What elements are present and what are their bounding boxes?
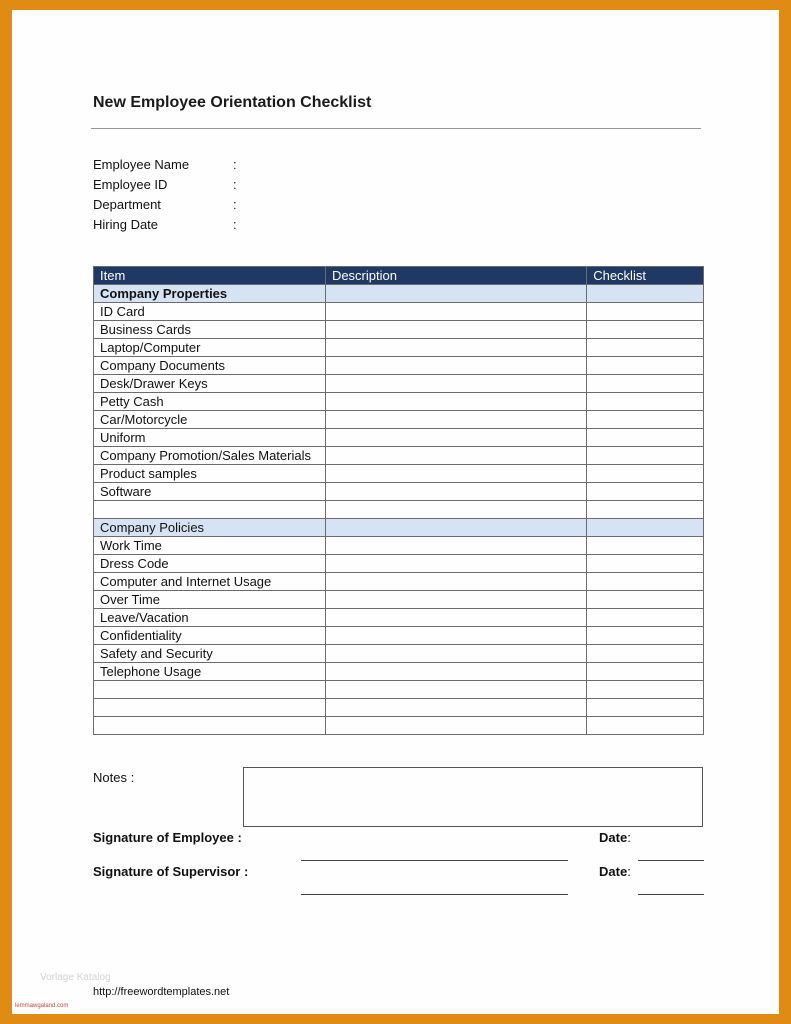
- date-supervisor-line[interactable]: [638, 894, 704, 895]
- table-row: [94, 555, 704, 573]
- employee-info: [93, 155, 393, 235]
- table-row: [94, 537, 704, 555]
- cell-item: Software: [94, 483, 326, 501]
- cell-description[interactable]: [325, 429, 586, 447]
- cell-checklist[interactable]: [587, 609, 704, 627]
- cell-description[interactable]: [325, 573, 586, 591]
- cell-description[interactable]: [325, 357, 586, 375]
- cell-item: Laptop/Computer: [94, 339, 326, 357]
- cell-description[interactable]: [325, 411, 586, 429]
- signature-employee-line[interactable]: [301, 860, 568, 861]
- cell-checklist[interactable]: [587, 465, 704, 483]
- cell-item: [94, 699, 326, 717]
- cell-item: Computer and Internet Usage: [94, 573, 326, 591]
- cell-item: Business Cards: [94, 321, 326, 339]
- table-body: [94, 285, 704, 735]
- cell-checklist[interactable]: [587, 375, 704, 393]
- table-row: [94, 645, 704, 663]
- table-row: [94, 591, 704, 609]
- cell-checklist[interactable]: [587, 681, 704, 699]
- info-label: Hiring Date: [93, 217, 159, 232]
- cell-description[interactable]: [325, 447, 586, 465]
- cell-item: Work Time: [94, 537, 326, 555]
- checklist-table: [93, 266, 704, 735]
- info-row-hiring-date: [93, 215, 393, 235]
- info-label: Employee Name: [93, 157, 190, 172]
- table-row: [94, 429, 704, 447]
- cell-checklist[interactable]: [587, 447, 704, 465]
- cell-checklist[interactable]: [587, 555, 704, 573]
- cell-checklist[interactable]: [587, 645, 704, 663]
- cell-item: [94, 681, 326, 699]
- info-row-department: [93, 195, 393, 215]
- cell-description[interactable]: [325, 321, 586, 339]
- table-row: [94, 411, 704, 429]
- cell-checklist[interactable]: [587, 321, 704, 339]
- table-row: [94, 321, 704, 339]
- date-supervisor-label: Date:: [599, 864, 631, 879]
- table-row: [94, 663, 704, 681]
- cell-checklist[interactable]: [587, 357, 704, 375]
- cell-item: Telephone Usage: [94, 663, 326, 681]
- cell-description[interactable]: [325, 591, 586, 609]
- info-row-employee-name: [93, 155, 393, 175]
- cell-item: Leave/Vacation: [94, 609, 326, 627]
- table-row: [94, 681, 704, 699]
- table-header-row: [94, 267, 704, 285]
- notes-label: Notes :: [93, 770, 135, 785]
- cell-checklist[interactable]: [587, 411, 704, 429]
- cell-checklist[interactable]: [587, 303, 704, 321]
- table-section-row: [94, 285, 704, 303]
- cell-checklist[interactable]: [587, 699, 704, 717]
- title-divider: [91, 128, 701, 129]
- cell-description[interactable]: [325, 645, 586, 663]
- table-row: [94, 609, 704, 627]
- cell-description[interactable]: [325, 537, 586, 555]
- table-row: [94, 501, 704, 519]
- info-colon: :: [233, 197, 237, 212]
- cell-item: [94, 501, 326, 519]
- table-row: [94, 303, 704, 321]
- cell-description[interactable]: [325, 393, 586, 411]
- cell-item: ID Card: [94, 303, 326, 321]
- cell-checklist[interactable]: [587, 429, 704, 447]
- date-employee-label: Date:: [599, 830, 631, 845]
- cell-checklist[interactable]: [587, 501, 704, 519]
- watermark-text: Vorlage Katalog: [40, 972, 111, 983]
- table-row: [94, 483, 704, 501]
- table-section-row: [94, 519, 704, 537]
- cell-description[interactable]: [325, 339, 586, 357]
- table-row: [94, 339, 704, 357]
- cell-description[interactable]: [325, 519, 586, 537]
- cell-item: Dress Code: [94, 555, 326, 573]
- cell-description[interactable]: [325, 303, 586, 321]
- info-colon: :: [233, 217, 237, 232]
- cell-item: Company Properties: [94, 285, 326, 303]
- page-title: New Employee Orientation Checklist: [93, 94, 372, 111]
- signature-supervisor-label: Signature of Supervisor :: [93, 864, 249, 879]
- header-checklist: Checklist: [587, 267, 704, 285]
- info-colon: :: [233, 177, 237, 192]
- cell-item: Safety and Security: [94, 645, 326, 663]
- cell-description[interactable]: [325, 663, 586, 681]
- watermark-small-text: lemmawgaland.com: [15, 1003, 69, 1009]
- cell-checklist[interactable]: [587, 519, 704, 537]
- cell-item: Company Policies: [94, 519, 326, 537]
- cell-checklist[interactable]: [587, 627, 704, 645]
- info-colon: :: [233, 157, 237, 172]
- cell-description[interactable]: [325, 609, 586, 627]
- cell-checklist[interactable]: [587, 717, 704, 735]
- cell-description[interactable]: [325, 501, 586, 519]
- cell-description[interactable]: [325, 465, 586, 483]
- cell-description[interactable]: [325, 555, 586, 573]
- cell-item: Car/Motorcycle: [94, 411, 326, 429]
- info-label: Department: [93, 197, 161, 212]
- cell-checklist[interactable]: [587, 483, 704, 501]
- cell-checklist[interactable]: [587, 285, 704, 303]
- header-item: Item: [94, 267, 326, 285]
- cell-item: Uniform: [94, 429, 326, 447]
- info-label: Employee ID: [93, 177, 168, 192]
- cell-item: Confidentiality: [94, 627, 326, 645]
- header-description: Description: [325, 267, 586, 285]
- cell-checklist[interactable]: [587, 573, 704, 591]
- cell-checklist[interactable]: [587, 591, 704, 609]
- cell-item: Over Time: [94, 591, 326, 609]
- cell-description[interactable]: [325, 285, 586, 303]
- cell-item: Product samples: [94, 465, 326, 483]
- cell-description[interactable]: [325, 483, 586, 501]
- cell-description[interactable]: [325, 681, 586, 699]
- table-row: [94, 627, 704, 645]
- cell-checklist[interactable]: [587, 663, 704, 681]
- cell-item: [94, 717, 326, 735]
- cell-description[interactable]: [325, 627, 586, 645]
- cell-description[interactable]: [325, 375, 586, 393]
- cell-item: Company Promotion/Sales Materials: [94, 447, 326, 465]
- notes-field[interactable]: [243, 767, 703, 827]
- cell-checklist[interactable]: [587, 393, 704, 411]
- cell-item: Company Documents: [94, 357, 326, 375]
- table-row: [94, 573, 704, 591]
- cell-description[interactable]: [325, 699, 586, 717]
- table-row: [94, 447, 704, 465]
- cell-description[interactable]: [325, 717, 586, 735]
- table-row: [94, 699, 704, 717]
- cell-checklist[interactable]: [587, 537, 704, 555]
- table-row: [94, 357, 704, 375]
- cell-checklist[interactable]: [587, 339, 704, 357]
- info-row-employee-id: [93, 175, 393, 195]
- source-url[interactable]: http://freewordtemplates.net: [93, 986, 230, 998]
- table-row: [94, 393, 704, 411]
- date-employee-line[interactable]: [638, 860, 704, 861]
- signature-supervisor-line[interactable]: [301, 894, 568, 895]
- table-row: [94, 375, 704, 393]
- cell-item: Desk/Drawer Keys: [94, 375, 326, 393]
- signature-employee-label: Signature of Employee :: [93, 830, 242, 845]
- table-row: [94, 717, 704, 735]
- cell-item: Petty Cash: [94, 393, 326, 411]
- table-row: [94, 465, 704, 483]
- document-page: [12, 10, 779, 1014]
